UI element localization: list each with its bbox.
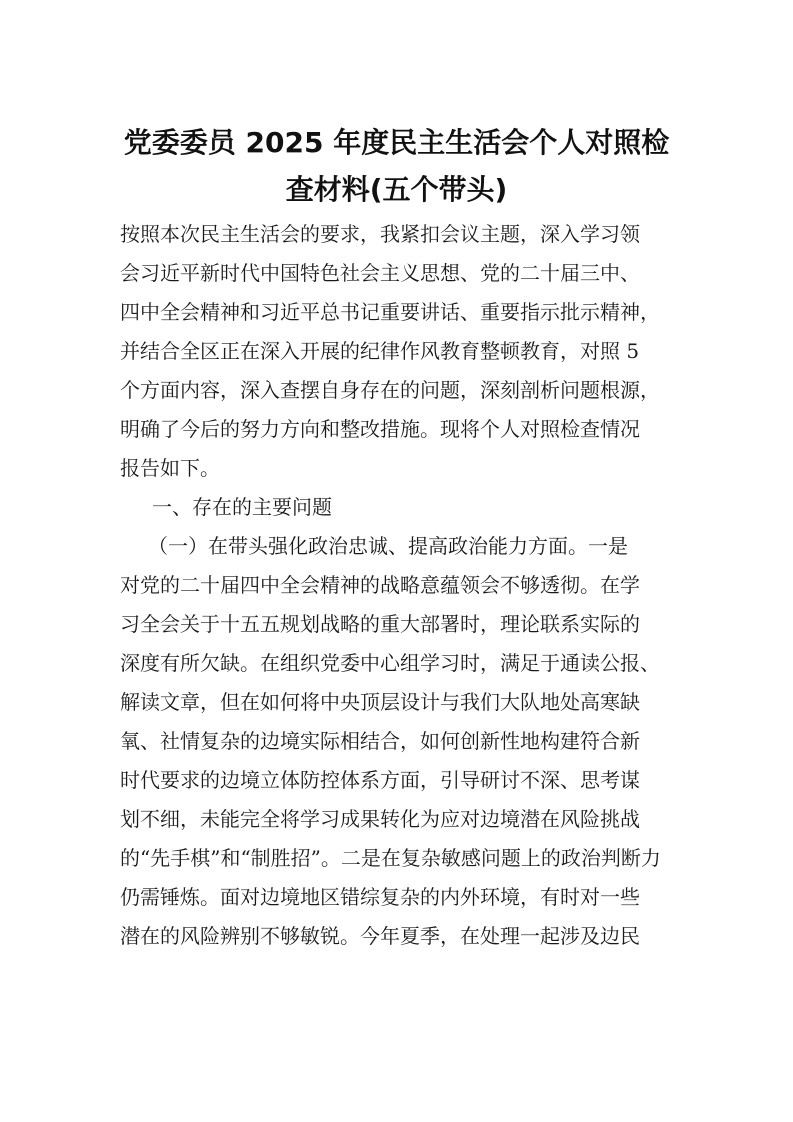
section1-line-6: 氧、社情复杂的边境实际相结合，如何创新性地构建符合新 xyxy=(120,729,640,753)
section1-line-3: 习全会关于十五五规划战略的重大部署时，理论联系实际的 xyxy=(120,612,640,636)
section1-line-8: 划不细，未能完全将学习成果转化为应对边境潜在风险挑战 xyxy=(120,807,640,831)
intro-line-3: 四中全会精神和习近平总书记重要讲话、重要指示批示精神， xyxy=(120,300,660,324)
section1-line-1: （一）在带头强化政治忠诚、提高政治能力方面。一是 xyxy=(148,534,628,558)
document-title-line-1: 党委委员 2025 年度民主生活会个人对照检 xyxy=(123,126,670,159)
section1-line-4: 深度有所欠缺。在组织党委中心组学习时，满足于通读公报、 xyxy=(120,651,660,675)
intro-line-5: 个方面内容，深入查摆自身存在的问题，深刻剖析问题根源， xyxy=(120,378,660,402)
section-heading: 一、存在的主要问题 xyxy=(152,495,332,519)
section1-line-11: 潜在的风险辨别不够敏锐。今年夏季，在处理一起涉及边民 xyxy=(120,924,640,948)
section1-line-2: 对党的二十届四中全会精神的战略意蕴领会不够透彻。在学 xyxy=(120,573,640,597)
document-title-line-2: 查材料(五个带头) xyxy=(285,173,508,206)
intro-line-1: 按照本次民主生活会的要求，我紧扣会议主题，深入学习领 xyxy=(120,222,640,246)
section1-line-5: 解读文章，但在如何将中央顶层设计与我们大队地处高寒缺 xyxy=(120,690,640,714)
intro-line-4: 并结合全区正在深入开展的纪律作风教育整顿教育，对照 5 xyxy=(120,339,640,363)
section1-line-9: 的“先手棋”和“制胜招”。二是在复杂敏感问题上的政治判断力 xyxy=(120,846,661,870)
section1-line-7: 时代要求的边境立体防控体系方面，引导研讨不深、思考谋 xyxy=(120,768,640,792)
intro-line-7: 报告如下。 xyxy=(120,456,220,480)
intro-line-2: 会习近平新时代中国特色社会主义思想、党的二十届三中、 xyxy=(120,261,640,285)
intro-line-6: 明确了今后的努力方向和整改措施。现将个人对照检查情况 xyxy=(120,417,640,441)
section1-line-10: 仍需锤炼。面对边境地区错综复杂的内外环境，有时对一些 xyxy=(120,885,640,909)
